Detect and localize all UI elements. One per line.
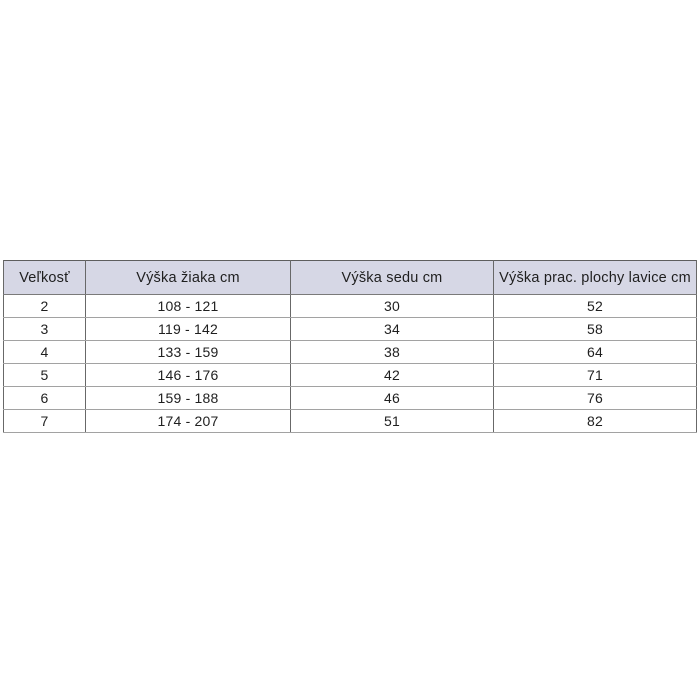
table-cell-velkost: 6: [4, 387, 86, 410]
table-row: [4, 341, 697, 364]
table-cell-vyska-sedu: 38: [291, 341, 494, 364]
table-row: [4, 318, 697, 341]
column-header-vyska-prac-plochy: Výška prac. plochy lavice cm: [494, 261, 697, 295]
table-cell-velkost: 4: [4, 341, 86, 364]
table-cell-vyska-ziaka: 108 - 121: [86, 295, 291, 318]
table-row: [4, 410, 697, 433]
table-header-row: [4, 261, 697, 295]
table-cell-vyska-prac-plochy: 52: [494, 295, 697, 318]
table-cell-vyska-prac-plochy: 82: [494, 410, 697, 433]
table-cell-vyska-prac-plochy: 76: [494, 387, 697, 410]
table-cell-velkost: 2: [4, 295, 86, 318]
table-cell-vyska-sedu: 30: [291, 295, 494, 318]
table-cell-vyska-ziaka: 133 - 159: [86, 341, 291, 364]
table-cell-velkost: 7: [4, 410, 86, 433]
column-header-vyska-sedu: Výška sedu cm: [291, 261, 494, 295]
table-cell-vyska-prac-plochy: 58: [494, 318, 697, 341]
table-cell-vyska-prac-plochy: 64: [494, 341, 697, 364]
table-row: [4, 364, 697, 387]
table-cell-vyska-sedu: 46: [291, 387, 494, 410]
table-cell-velkost: 5: [4, 364, 86, 387]
table-cell-vyska-ziaka: 146 - 176: [86, 364, 291, 387]
table-cell-vyska-ziaka: 159 - 188: [86, 387, 291, 410]
column-header-vyska-ziaka: Výška žiaka cm: [86, 261, 291, 295]
table-cell-vyska-sedu: 51: [291, 410, 494, 433]
size-table: [3, 260, 697, 433]
table-cell-vyska-ziaka: 119 - 142: [86, 318, 291, 341]
table-cell-vyska-prac-plochy: 71: [494, 364, 697, 387]
table-cell-velkost: 3: [4, 318, 86, 341]
table-cell-vyska-sedu: 34: [291, 318, 494, 341]
table-cell-vyska-sedu: 42: [291, 364, 494, 387]
table-row: [4, 387, 697, 410]
table-cell-vyska-ziaka: 174 - 207: [86, 410, 291, 433]
table-row: [4, 295, 697, 318]
column-header-velkost: Veľkosť: [4, 261, 86, 295]
